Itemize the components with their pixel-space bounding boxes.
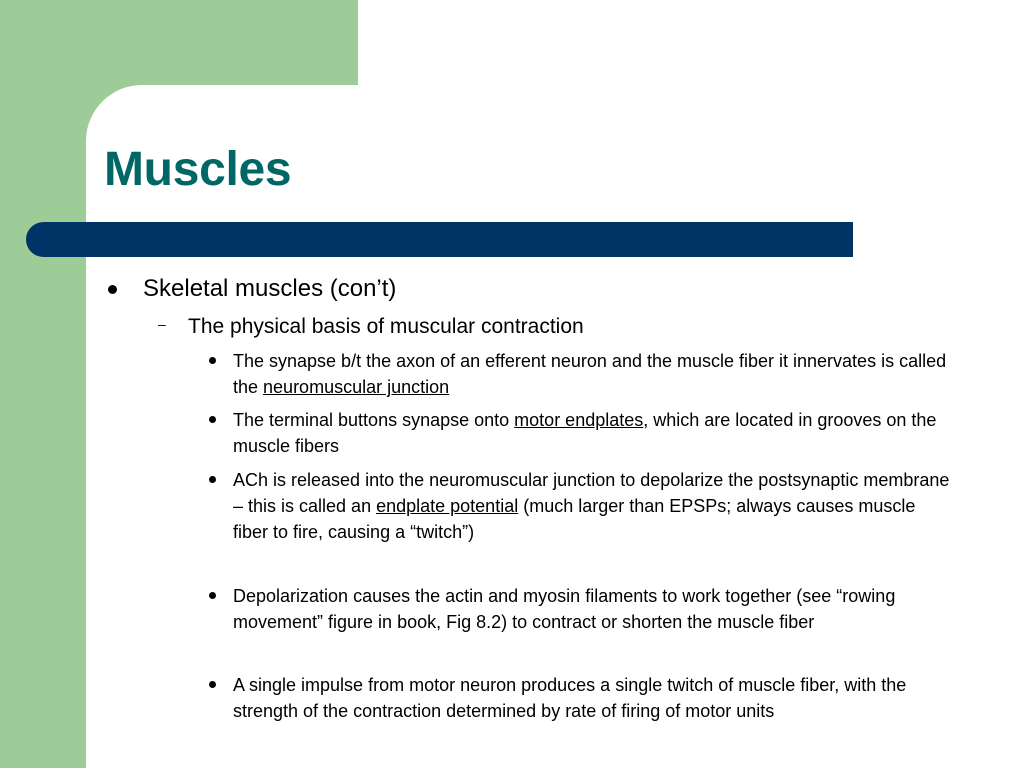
bullet-level-2: The physical basis of muscular contraction <box>188 315 584 338</box>
bullet-dot-icon <box>108 285 117 294</box>
bullet-level-3 <box>233 407 953 459</box>
bullet-level-3 <box>233 672 953 724</box>
bullet-dot-icon <box>209 476 216 483</box>
bullet-level-3 <box>233 348 953 400</box>
point-text-after: (much larger than EPSPs; always causes muscle fiber to fire, causing a “twitch”) <box>233 496 916 542</box>
bullet-dot-icon <box>209 357 216 364</box>
point-text: ACh is released into the neuromuscular junction to depolarize the postsynaptic membrane – this is called an <box>233 470 950 516</box>
bullet-level-3 <box>233 467 953 545</box>
point-text: A single impulse from motor neuron produces a single twitch of muscle fiber, with the strength of the contraction determined by rate of firing of motor units <box>233 675 907 721</box>
bullet-dot-icon <box>209 416 216 423</box>
slide-title: Muscles <box>104 143 292 196</box>
dash-bullet-icon: – <box>158 316 166 332</box>
point-key-term: endplate potential <box>376 496 519 516</box>
point-text-after: , which are located in grooves on the muscle fibers <box>233 410 937 456</box>
point-key-term: motor endplates <box>514 410 644 430</box>
point-text: Depolarization causes the actin and myosin filaments to work together (see “rowing movement” figure in book, Fig 8.2) to contract or shorten the muscle fiber <box>233 586 896 632</box>
bullet-level-1: Skeletal muscles (con’t) <box>143 275 397 302</box>
point-text: The terminal buttons synapse onto <box>233 410 515 430</box>
point-key-term: neuromuscular junction <box>263 377 450 397</box>
point-text: The synapse b/t the axon of an efferent neuron and the muscle fiber it innervates is called the <box>233 351 947 397</box>
bullet-level-3 <box>233 583 953 635</box>
bullet-dot-icon <box>209 592 216 599</box>
bullet-dot-icon <box>209 681 216 688</box>
